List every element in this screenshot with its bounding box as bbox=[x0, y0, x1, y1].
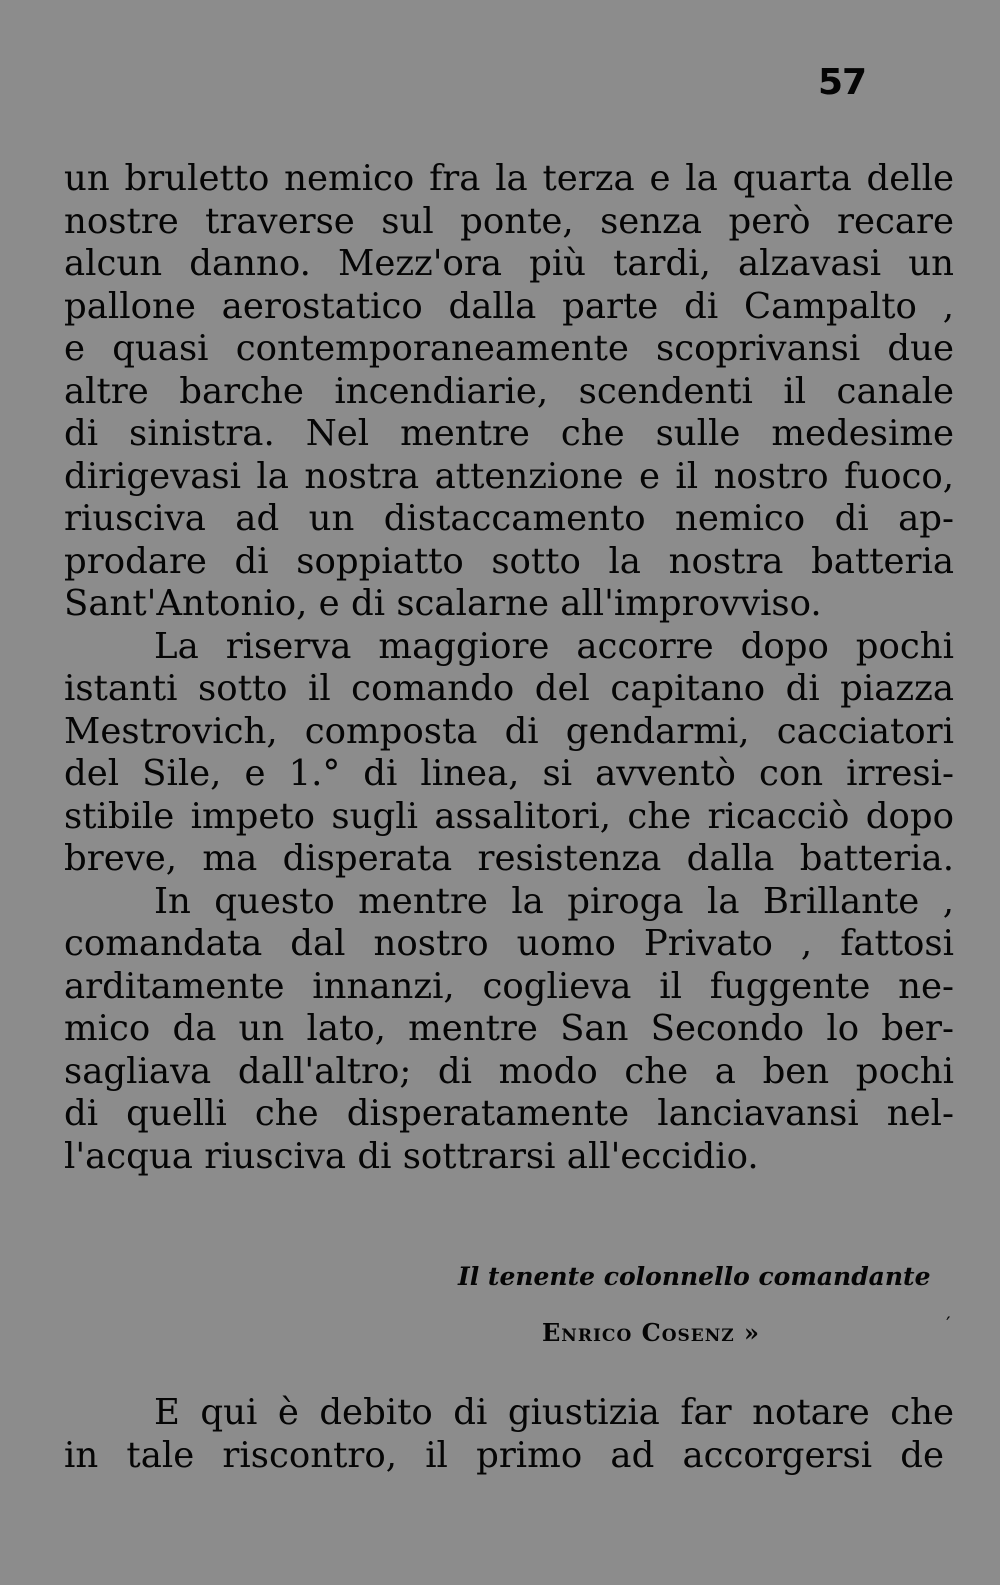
text-line: mico da un lato, mentre San Secondo lo ber- bbox=[64, 1008, 954, 1049]
text-line: pallone aerostatico dalla parte di Campalto , bbox=[64, 285, 954, 327]
text-line: l'acqua riusciva di sottrarsi all'eccidio. bbox=[64, 1135, 759, 1177]
page-number: 57 bbox=[818, 62, 867, 103]
text-line: altre barche incendiarie, scendenti il canale bbox=[64, 370, 954, 412]
text-line: sagliava dall'altro; di modo che a ben pochi bbox=[64, 1050, 954, 1092]
text-line: dirigevasi la nostra attenzione e il nostro fuoco, bbox=[64, 455, 954, 497]
signature-name: Enrico Cosenz » bbox=[542, 1318, 761, 1347]
stray-mark: ′ bbox=[946, 1312, 951, 1336]
text-line: comandata dal nostro uomo Privato , fattosi bbox=[64, 923, 954, 964]
text-line: E qui è debito di giustizia far notare che bbox=[154, 1392, 954, 1433]
text-line: di sinistra. Nel mentre che sulle medesime bbox=[64, 413, 954, 454]
text-line: riusciva ad un distaccamento nemico di ap- bbox=[64, 498, 954, 539]
text-line: di quelli che disperatamente lanciavansi nel- bbox=[64, 1093, 954, 1134]
text-line: breve, ma disperata resistenza dalla batteria. bbox=[64, 838, 954, 879]
text-line: Sant'Antonio, e di scalarne all'improvviso. bbox=[64, 583, 822, 624]
text-line: nostre traverse sul ponte, senza però recare bbox=[64, 200, 954, 242]
text-line: del Sile, e 1.° di linea, si avventò con irresi- bbox=[64, 753, 954, 794]
text-line: arditamente innanzi, coglieva il fuggente ne- bbox=[64, 965, 954, 1007]
text-line: stibile impeto sugli assalitori, che ricacciò dopo bbox=[64, 795, 954, 837]
text-line: In questo mentre la piroga la Brillante , bbox=[154, 880, 954, 922]
signature-role: Il tenente colonnello comandante bbox=[458, 1262, 931, 1291]
text-line: La riserva maggiore accorre dopo pochi bbox=[154, 625, 954, 667]
text-line: istanti sotto il comando del capitano di piazza bbox=[64, 668, 954, 709]
text-line: e quasi contemporaneamente scoprivansi due bbox=[64, 328, 954, 369]
text-line: in tale riscontro, il primo ad accorgersi de bbox=[64, 1434, 944, 1476]
text-line: prodare di soppiatto sotto la nostra batteria bbox=[64, 540, 954, 582]
closing-paragraph bbox=[64, 1392, 954, 1477]
text-line: un bruletto nemico fra la terza e la quarta delle bbox=[64, 158, 954, 199]
report-body-text bbox=[64, 158, 954, 1178]
text-line: Mestrovich, composta di gendarmi, cacciatori bbox=[64, 710, 954, 752]
text-line: alcun danno. Mezz'ora più tardi, alzavasi un bbox=[64, 243, 954, 284]
